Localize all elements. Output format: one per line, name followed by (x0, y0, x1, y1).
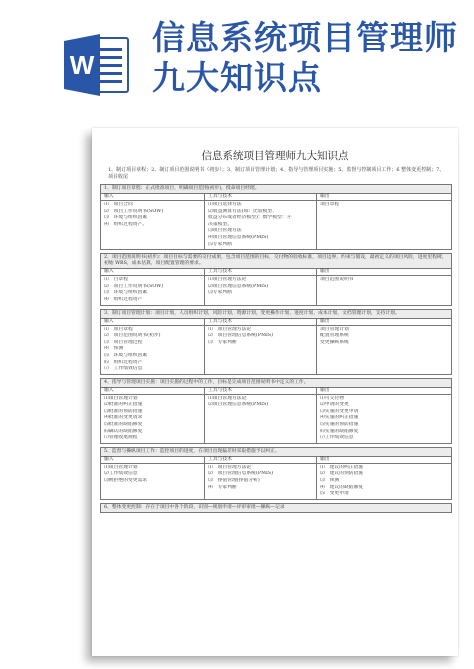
section-header: 1、制订项目章程：正式批准项目，明确项目范围(初步)，授命项目经理。 (100, 184, 452, 193)
list-item: ⑶ 项目管理过程 (104, 339, 143, 345)
list-item: ⑺工作绩效信息 (320, 435, 354, 441)
section-header: 6、整体变更控制：存在于项目中各个阶段，识别—规划申请—评审审批—操纵—记录 (100, 503, 452, 513)
list-item: ⑶ 环境与组织因素 (104, 290, 148, 296)
column-header: 输入 (101, 319, 205, 326)
list-item: ⑴项目管理计划 (104, 395, 138, 401)
list-item: ⑵ 项目工作说明书(SOW) (104, 208, 164, 214)
list-item: 变更操纵系统 (320, 339, 349, 345)
list-item: ⑸实施的预防措施 (320, 422, 359, 428)
list-item: 项目章程 (320, 202, 340, 207)
column-header: 输出 (317, 457, 451, 464)
tools-list (205, 326, 317, 374)
list-item: ⑺管理收尾规程 (104, 435, 138, 441)
sections-container (92, 184, 458, 513)
tools-list (205, 464, 317, 499)
list-item: ⑶ 环境与组织因素 (104, 215, 148, 221)
list-item: ⑵ 项目工作说明书(SOW) (104, 283, 164, 289)
output-list (317, 464, 451, 499)
output-list (317, 201, 451, 249)
list-item: ⑷ 组织过程资产。 (104, 221, 148, 227)
word-logo-letter: W (69, 50, 95, 80)
list-item: ⑴ 项目管理方法论 (208, 464, 252, 470)
banner (0, 0, 474, 112)
list-item: ⑵项目管理信息系统(PMIS) (208, 283, 269, 289)
word-document-icon (62, 32, 130, 98)
list-item: ⑴项目管理计划 (104, 464, 138, 470)
list-item: ⑹ 组织过程资产 (104, 359, 143, 365)
document-preview (92, 128, 458, 656)
list-item: ⑶ 挣值管理(挣值分析) (208, 478, 260, 484)
tools-list (205, 276, 317, 304)
section-header: 2、项目范围说明书(初步)：项目目标与需要的交付成果，包含项目范围的目标，交付物的验收标准，项目边界，约束与假设，最初定义的项目风险，进度里程碑，初始 WBS，成本估算，项目配置管理的要求。 (100, 253, 452, 268)
list-item: ⑶实施的变更申请 (320, 408, 359, 414)
column-header: 输入 (101, 388, 205, 395)
list-item: ⑴ 项目章程 (104, 326, 133, 332)
list-item: ⑷批准的变更请求 (104, 415, 143, 421)
list-item: ⑹确认的缺陷修复 (104, 428, 143, 434)
section-6 (100, 503, 452, 513)
section-table (100, 193, 452, 250)
list-item: 项目管理计划 (320, 326, 349, 332)
column-header: 输出 (317, 194, 451, 201)
section-3 (100, 309, 452, 375)
tools-list (205, 395, 317, 443)
input-list (101, 276, 205, 304)
list-item: ⑵申请的变更 (320, 402, 349, 408)
list-item: 决策模型。 (208, 221, 232, 227)
section-header: 4、指导与管理项目实施：项目实施的过程中的工作，目标是完成项目范围说明书中定义的工作。 (100, 378, 452, 387)
list-item: ⑵批准的纠正措施 (104, 402, 143, 408)
list-item: ⑴ 项目合同 (104, 202, 133, 207)
column-header: 工具与技术 (205, 194, 317, 201)
section-table (100, 268, 452, 305)
list-item: ⑴可交付物 (320, 395, 344, 401)
list-item: ⑵工作绩效信息 (104, 471, 138, 477)
column-header: 工具与技术 (205, 269, 317, 276)
section-header: 5、监督与操纵项目工作：监控项目的进度，在项目出现偏差时采取措施予以纠正。 (100, 447, 452, 456)
list-item: ⑶项目管理方法 (208, 228, 242, 234)
list-item: ⑷项目管理信息系统(PMIS) (208, 234, 269, 240)
list-item: ⑵收益测算方法(如：比较模型、 (208, 208, 278, 214)
list-item: ⑷ 预测 (104, 346, 124, 352)
list-item: ⑸专家判断 (208, 241, 232, 247)
list-item: ⑴项目选择方法 (208, 202, 242, 207)
list-item: ⑶被拒绝的变更需求 (104, 478, 148, 484)
section-2 (100, 253, 452, 305)
section-1 (100, 184, 452, 250)
list-item: ⑷ 组织过程资产 (104, 296, 143, 302)
list-item: ⑴ 目章程 (104, 277, 128, 283)
list-item: ⑴ 建议的纠正措施 (320, 464, 364, 470)
section-header: 3、制订项目管理计划：项目计划，人员组织计划，风险计划，资源计划，变更操作计划，进度计划，成本计划，文档管理计划，支持计划。 (100, 309, 452, 318)
section-5 (100, 447, 452, 500)
list-item: ⑴项目管理方法论 (208, 277, 247, 283)
column-header: 工具与技术 (205, 457, 317, 464)
list-item: ⑸ 变更申请 (320, 491, 349, 497)
input-list (101, 464, 205, 499)
list-item: ⑷ 专家判断 (208, 484, 237, 490)
list-item: ⑵ 项目管理信息系统(PMIS) (208, 471, 274, 477)
list-item: 项目范围说明书 (320, 277, 354, 283)
document-intro: 1、制订项目章程；2、制订项目范围说明书（初步）；3、制订项目管理计划；4、指导与管理项目实施；5、监督与控制项目工作；6 整体变更控制；7、项目收尾 (108, 167, 445, 180)
list-item: ⑺ 工作绩效信息 (104, 366, 143, 372)
list-item: 收益分布或者经济模型)；数学模型：④ (208, 215, 292, 221)
section-table (100, 318, 452, 375)
tools-list (205, 201, 317, 249)
column-header: 工具与技术 (205, 319, 317, 326)
list-item: 配置管理系统 (320, 333, 349, 339)
output-list (317, 395, 451, 443)
list-item: ⑵项目管理信息系统(PMIS) (208, 402, 269, 408)
column-header: 输出 (317, 319, 451, 326)
list-item: ⑷实施的纠正措施 (320, 415, 359, 421)
list-item: ⑵ 项目管理信息系统(PMIS) (208, 333, 274, 339)
section-table (100, 387, 452, 444)
column-header: 输入 (101, 457, 205, 464)
section-4 (100, 378, 452, 444)
list-item: ⑷ 建议的缺陷修复 (320, 484, 364, 490)
list-item: ⑶ 预测 (320, 478, 340, 484)
list-item: ⑶批准的预防措施 (104, 408, 143, 414)
input-list (101, 326, 205, 374)
list-item: ⑴ 项目管理方法论 (208, 326, 252, 332)
column-header: 输出 (317, 269, 451, 276)
list-item: ⑸批准的缺陷修复 (104, 422, 143, 428)
column-header: 输入 (101, 194, 205, 201)
output-list (317, 326, 451, 374)
column-header: 输出 (317, 388, 451, 395)
output-list (317, 276, 451, 304)
input-list (101, 201, 205, 249)
page-title: 信息系统项目管理师九大知识点 (152, 18, 458, 97)
column-header: 输入 (101, 269, 205, 276)
document-title: 信息系统项目管理师九大知识点 (201, 150, 349, 162)
list-item: ⑵ 项目范围说明书(初步) (104, 333, 161, 339)
section-table (100, 456, 452, 500)
list-item: ⑵ 建议的预防措施 (320, 471, 364, 477)
list-item: ⑹实施的缺陷修复 (320, 428, 359, 434)
list-item: ⑶专家判断 (208, 290, 232, 296)
input-list (101, 395, 205, 443)
list-item: ⑴项目管理方法论 (208, 395, 247, 401)
list-item: ⑸ 环境与组织因素 (104, 352, 148, 358)
column-header: 工具与技术 (205, 388, 317, 395)
list-item: ⑶ 专家判断 (208, 339, 237, 345)
